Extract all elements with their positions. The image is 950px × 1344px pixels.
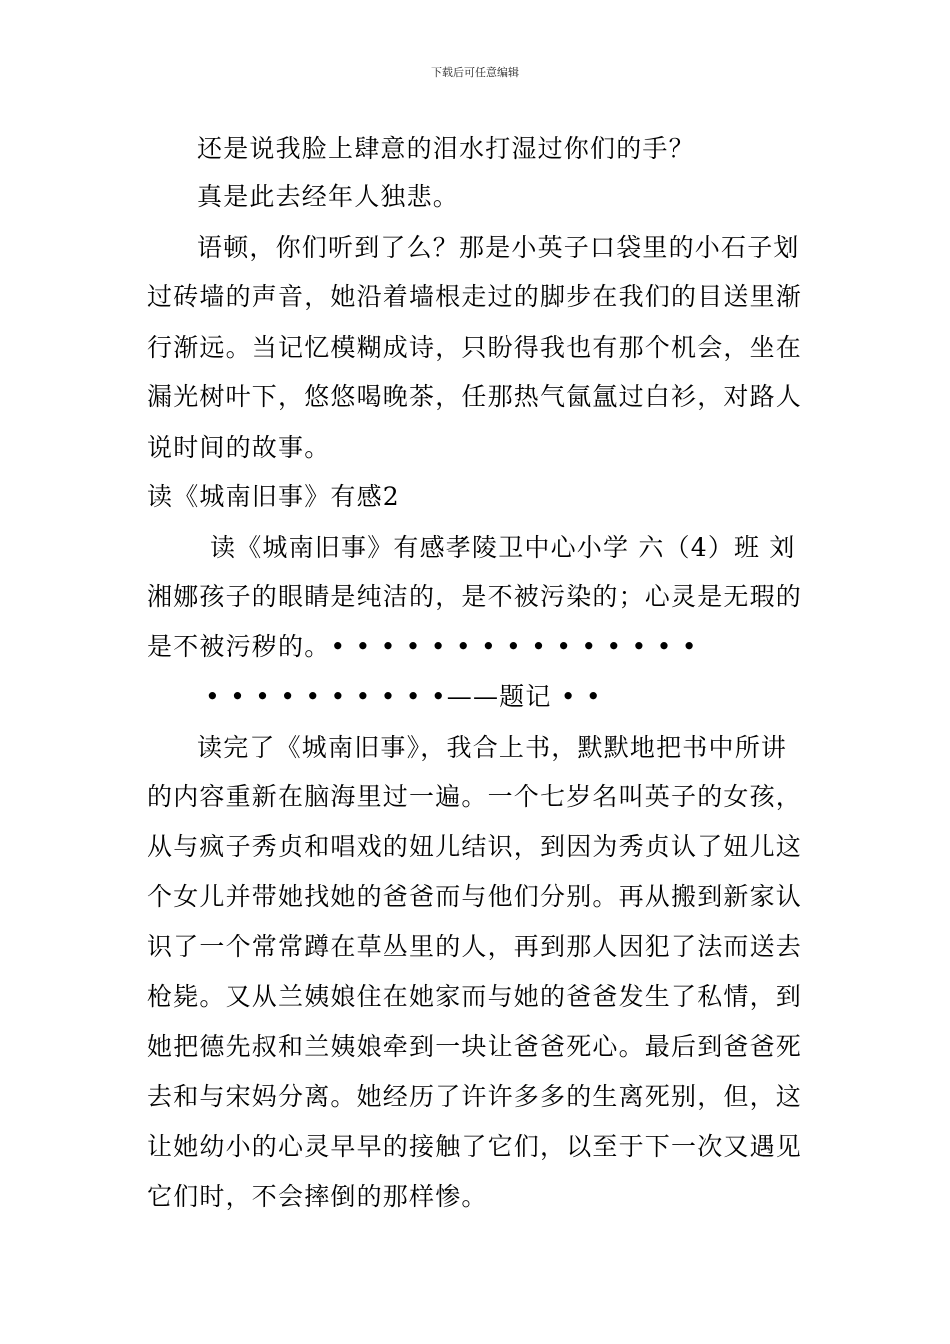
text-line: 识了一个常常蹲在草丛里的人，再到那人因犯了法而送去 — [147, 932, 803, 961]
text-line: 读完了《城南旧事》，我合上书，默默地把书中所讲 — [197, 733, 788, 762]
text-line: 读《城南旧事》有感孝陵卫中心小学 六（4）班 刘 — [210, 533, 796, 562]
text-line: 她把德先叔和兰姨娘牵到一块让爸爸死心。最后到爸爸死 — [147, 1032, 803, 1061]
text-line: 枪毙。又从兰姨娘住在她家而与她的爸爸发生了私情，到 — [147, 982, 803, 1011]
text-line: 漏光树叶下，悠悠喝晚茶，任那热气氤氲过白衫，对路人 — [147, 382, 803, 411]
text-line: 去和与宋妈分离。她经历了许许多多的生离死别，但，这 — [147, 1082, 803, 1111]
text-line: 说时间的故事。 — [147, 433, 331, 462]
section-heading: 读《城南旧事》有感2 — [147, 482, 400, 511]
text-line: 语顿，你们听到了么？那是小英子口袋里的小石子划 — [197, 233, 800, 262]
page-header: 下载后可任意编辑 — [431, 66, 519, 79]
text-line: 的内容重新在脑海里过一遍。一个七岁名叫英子的女孩， — [147, 782, 803, 811]
text-line: 让她幼小的心灵早早的接触了它们，以至于下一次又遇见 — [147, 1132, 803, 1161]
text-line: 过砖墙的声音，她沿着墙根走过的脚步在我们的目送里渐 — [147, 282, 803, 311]
text-line: 湘娜孩子的眼睛是纯洁的，是不被污染的；心灵是无瑕的 — [147, 582, 803, 611]
text-line: 真是此去经年人独悲。 — [197, 182, 460, 211]
text-line: 是不被污秽的。• • • • • • • • • • • • • • • — [147, 632, 698, 661]
epigraph-line: • • • • • • • • • •——题记 • • — [205, 682, 602, 711]
text-line: 从与疯子秀贞和唱戏的妞儿结识，到因为秀贞认了妞儿这 — [147, 832, 803, 861]
text-line: 它们时，不会摔倒的那样惨。 — [147, 1182, 488, 1211]
text-line: 还是说我脸上肆意的泪水打湿过你们的手？ — [197, 134, 695, 163]
text-line: 个女儿并带她找她的爸爸而与他们分别。再从搬到新家认 — [147, 882, 803, 911]
text-line: 行渐远。当记忆模糊成诗，只盼得我也有那个机会，坐在 — [147, 333, 803, 362]
